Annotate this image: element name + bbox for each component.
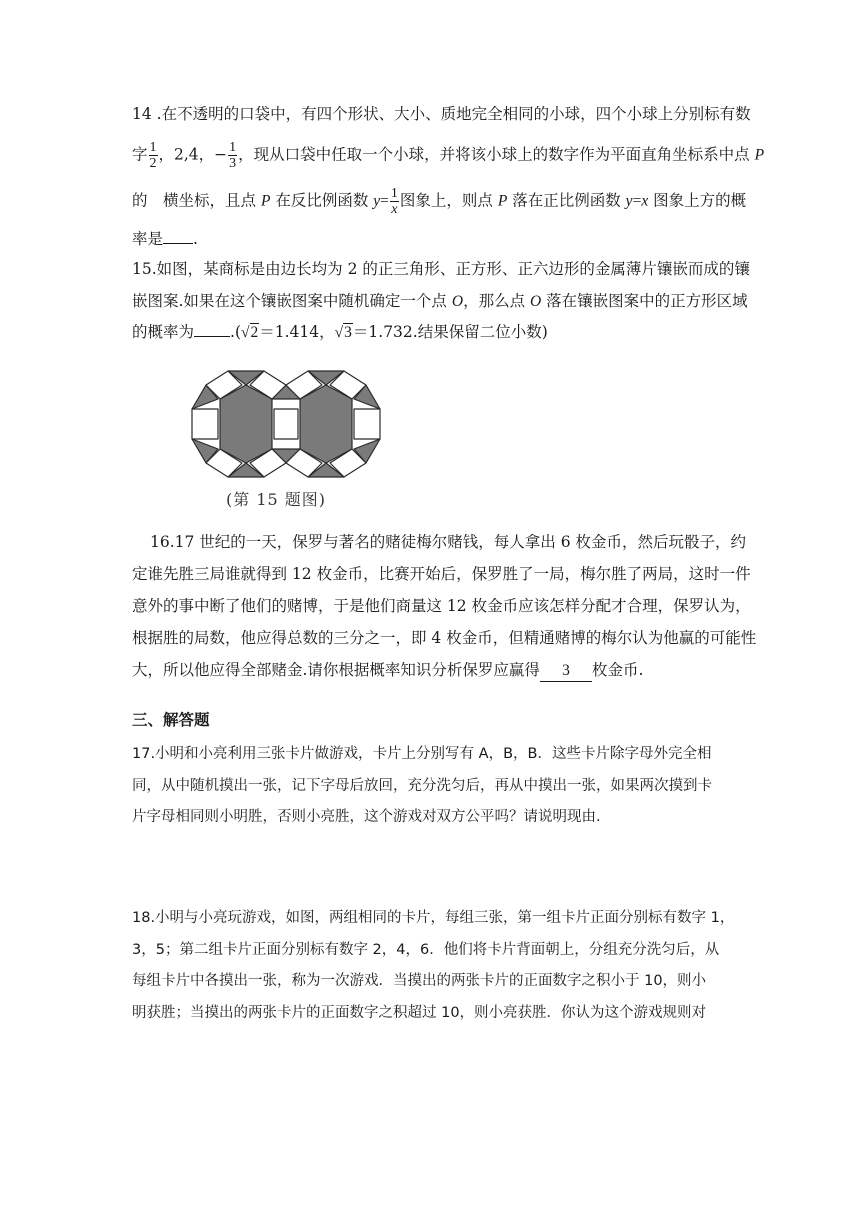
square-right [354, 409, 380, 439]
hexagon-left [220, 385, 272, 463]
q15-line-3 [132, 322, 548, 343]
q15-text-2c: 落在镶嵌图案中的正方形区域 [541, 292, 748, 310]
figure-caption: (第 15 题图) [226, 490, 327, 509]
q16-line-5 [132, 660, 643, 682]
q14-text-2b: ，2,4，− [158, 145, 228, 164]
answer-blank-filled [540, 660, 592, 682]
q14-line-1 [132, 104, 751, 124]
q15-line-1 [132, 259, 750, 279]
q14-text-3f: 图象上方的概 [648, 191, 747, 210]
q14-text-4: 率是 [132, 230, 164, 248]
q17-line-2 [132, 776, 712, 796]
q15-text-3c: ＝1.414， [259, 323, 335, 341]
var-p: P [260, 192, 271, 210]
var-p: P [754, 146, 765, 164]
q16-line-1 [150, 532, 746, 552]
var-x: x [641, 192, 649, 210]
q14-line-4 [132, 229, 198, 249]
q18-text-4: 明获胜；当摸出的两张卡片的正面数字之积超过 10，则小亮获胜．你认为这个游戏规则对 [132, 1005, 707, 1021]
var-o: O [451, 293, 464, 310]
q15-text-3b: .( [230, 323, 241, 341]
q17-line-3 [132, 807, 601, 827]
q16-line-3 [132, 596, 751, 616]
q16-text-2: 定谁先胜三局谁就得到 12 枚金币，比赛开始后，保罗胜了一局，梅尔胜了两局，这时一件 [132, 565, 751, 583]
q15-text-3d: ＝1.732.结果保留二位小数) [352, 323, 548, 341]
q18-text-2: 3，5；第二组卡片正面分别标有数字 2，4，6．他们将卡片背面朝上，分组充分洗匀后，从 [132, 942, 720, 958]
q16-line-2 [132, 564, 751, 584]
q16-line-4 [132, 628, 756, 648]
square-center [274, 409, 298, 439]
radicand: 3 [344, 324, 352, 341]
q16-text-5a: 大，所以他应得全部赌金.请你根据概率知识分析保罗应赢得 [132, 661, 540, 679]
frac-num: 1 [390, 186, 398, 201]
section-heading [132, 710, 210, 730]
equals-sign: = [632, 192, 642, 210]
fraction-one-over-x [390, 186, 399, 217]
q17-text-3: 片字母相同则小明胜，否则小亮胜，这个游戏对双方公平吗？请说明现由. [132, 809, 601, 825]
q14-text-3c: 图象上，则点 [399, 191, 498, 210]
q14-text-1: 14 .在不透明的口袋中，有四个形状、大小、质地完全相同的小球，四个小球上分别标有数 [132, 105, 751, 123]
q14-line-2 [132, 140, 764, 171]
q18-line-4 [132, 1003, 706, 1023]
frac-den: x [391, 202, 398, 217]
q18-line-3 [132, 971, 706, 991]
q14-text-3b: 在反比例函数 [270, 191, 374, 210]
q16-text-3: 意外的事中断了他们的赌博，于是他们商量这 12 枚金币应该怎样分配才合理，保罗认为， [132, 597, 751, 615]
q14-text-2c: ，现从口袋中任取一个小球，并将该小球上的数字作为平面直角坐标系中点 [238, 145, 755, 164]
frac-den: 3 [229, 156, 237, 171]
sqrt-3: √3 [334, 324, 352, 341]
frac-num: 1 [149, 140, 157, 155]
section-heading-text: 三、解答题 [132, 710, 210, 729]
frac-den: 2 [149, 156, 157, 171]
sqrt-2: √2 [241, 324, 259, 341]
q15-text-1: 15.如图，某商标是由边长均为 2 的正三角形、正方形、正六边形的金属薄片镶嵌而成的镶 [132, 260, 750, 278]
q16-text-4: 根据胜的局数，他应得总数的三分之一，即 4 枚金币，但精通赌博的梅尔认为他赢的可能性 [132, 629, 757, 647]
hexagon-right [300, 385, 352, 463]
square-left [192, 409, 218, 439]
answer-blank [194, 322, 230, 337]
radicand: 2 [250, 324, 259, 341]
q18-line-2 [132, 940, 719, 960]
q15-text-3a: 的概率为 [132, 323, 195, 341]
q16-text-5b: 枚金币. [591, 661, 644, 679]
q14-text-2a: 字 [132, 145, 148, 164]
q14-text-3d: 落在正比例函数 [507, 191, 626, 210]
q15-line-2 [132, 291, 748, 312]
q15-text-2a: 嵌图案.如果在这个镶嵌图案中随机确定一个点 [132, 292, 452, 310]
q18-text-3: 每组卡片中各摸出一张，称为一次游戏．当摸出的两张卡片的正面数字之积小于 10，则小 [132, 973, 707, 989]
q14-text-3a: 的 横坐标，且点 [132, 191, 261, 210]
var-y: y [625, 192, 633, 210]
q17-line-1 [132, 744, 711, 764]
q14-line-3 [132, 186, 746, 217]
var-o: O [530, 293, 542, 310]
var-p: P [497, 192, 508, 210]
equals-sign: = [380, 192, 389, 210]
answer-value: 3 [562, 662, 570, 679]
q16-text-1: 16.17 世纪的一天，保罗与著名的赌徒梅尔赌钱，每人拿出 6 枚金币，然后玩骰子，约 [150, 533, 747, 551]
q14-text-4-end: . [193, 230, 198, 248]
q17-text-2: 同，从中随机摸出一张，记下字母后放回，充分洗匀后，再从中摸出一张，如果两次摸到卡 [132, 778, 712, 794]
frac-num: 1 [229, 140, 237, 155]
fraction-one-half [149, 140, 158, 171]
answer-blank [163, 229, 193, 244]
var-y: y [373, 192, 381, 210]
q18-line-1 [132, 908, 734, 928]
q15-text-2b: ，那么点 [463, 292, 530, 310]
fraction-one-third [228, 140, 237, 171]
q17-text-1: 17.小明和小亮利用三张卡片做游戏，卡片上分别写有 A，B，B．这些卡片除字母外完全相 [132, 746, 712, 762]
q18-text-1: 18.小明与小亮玩游戏，如图，两组相同的卡片，每组三张，第一组卡片正面分别标有数字 1， [132, 910, 735, 926]
